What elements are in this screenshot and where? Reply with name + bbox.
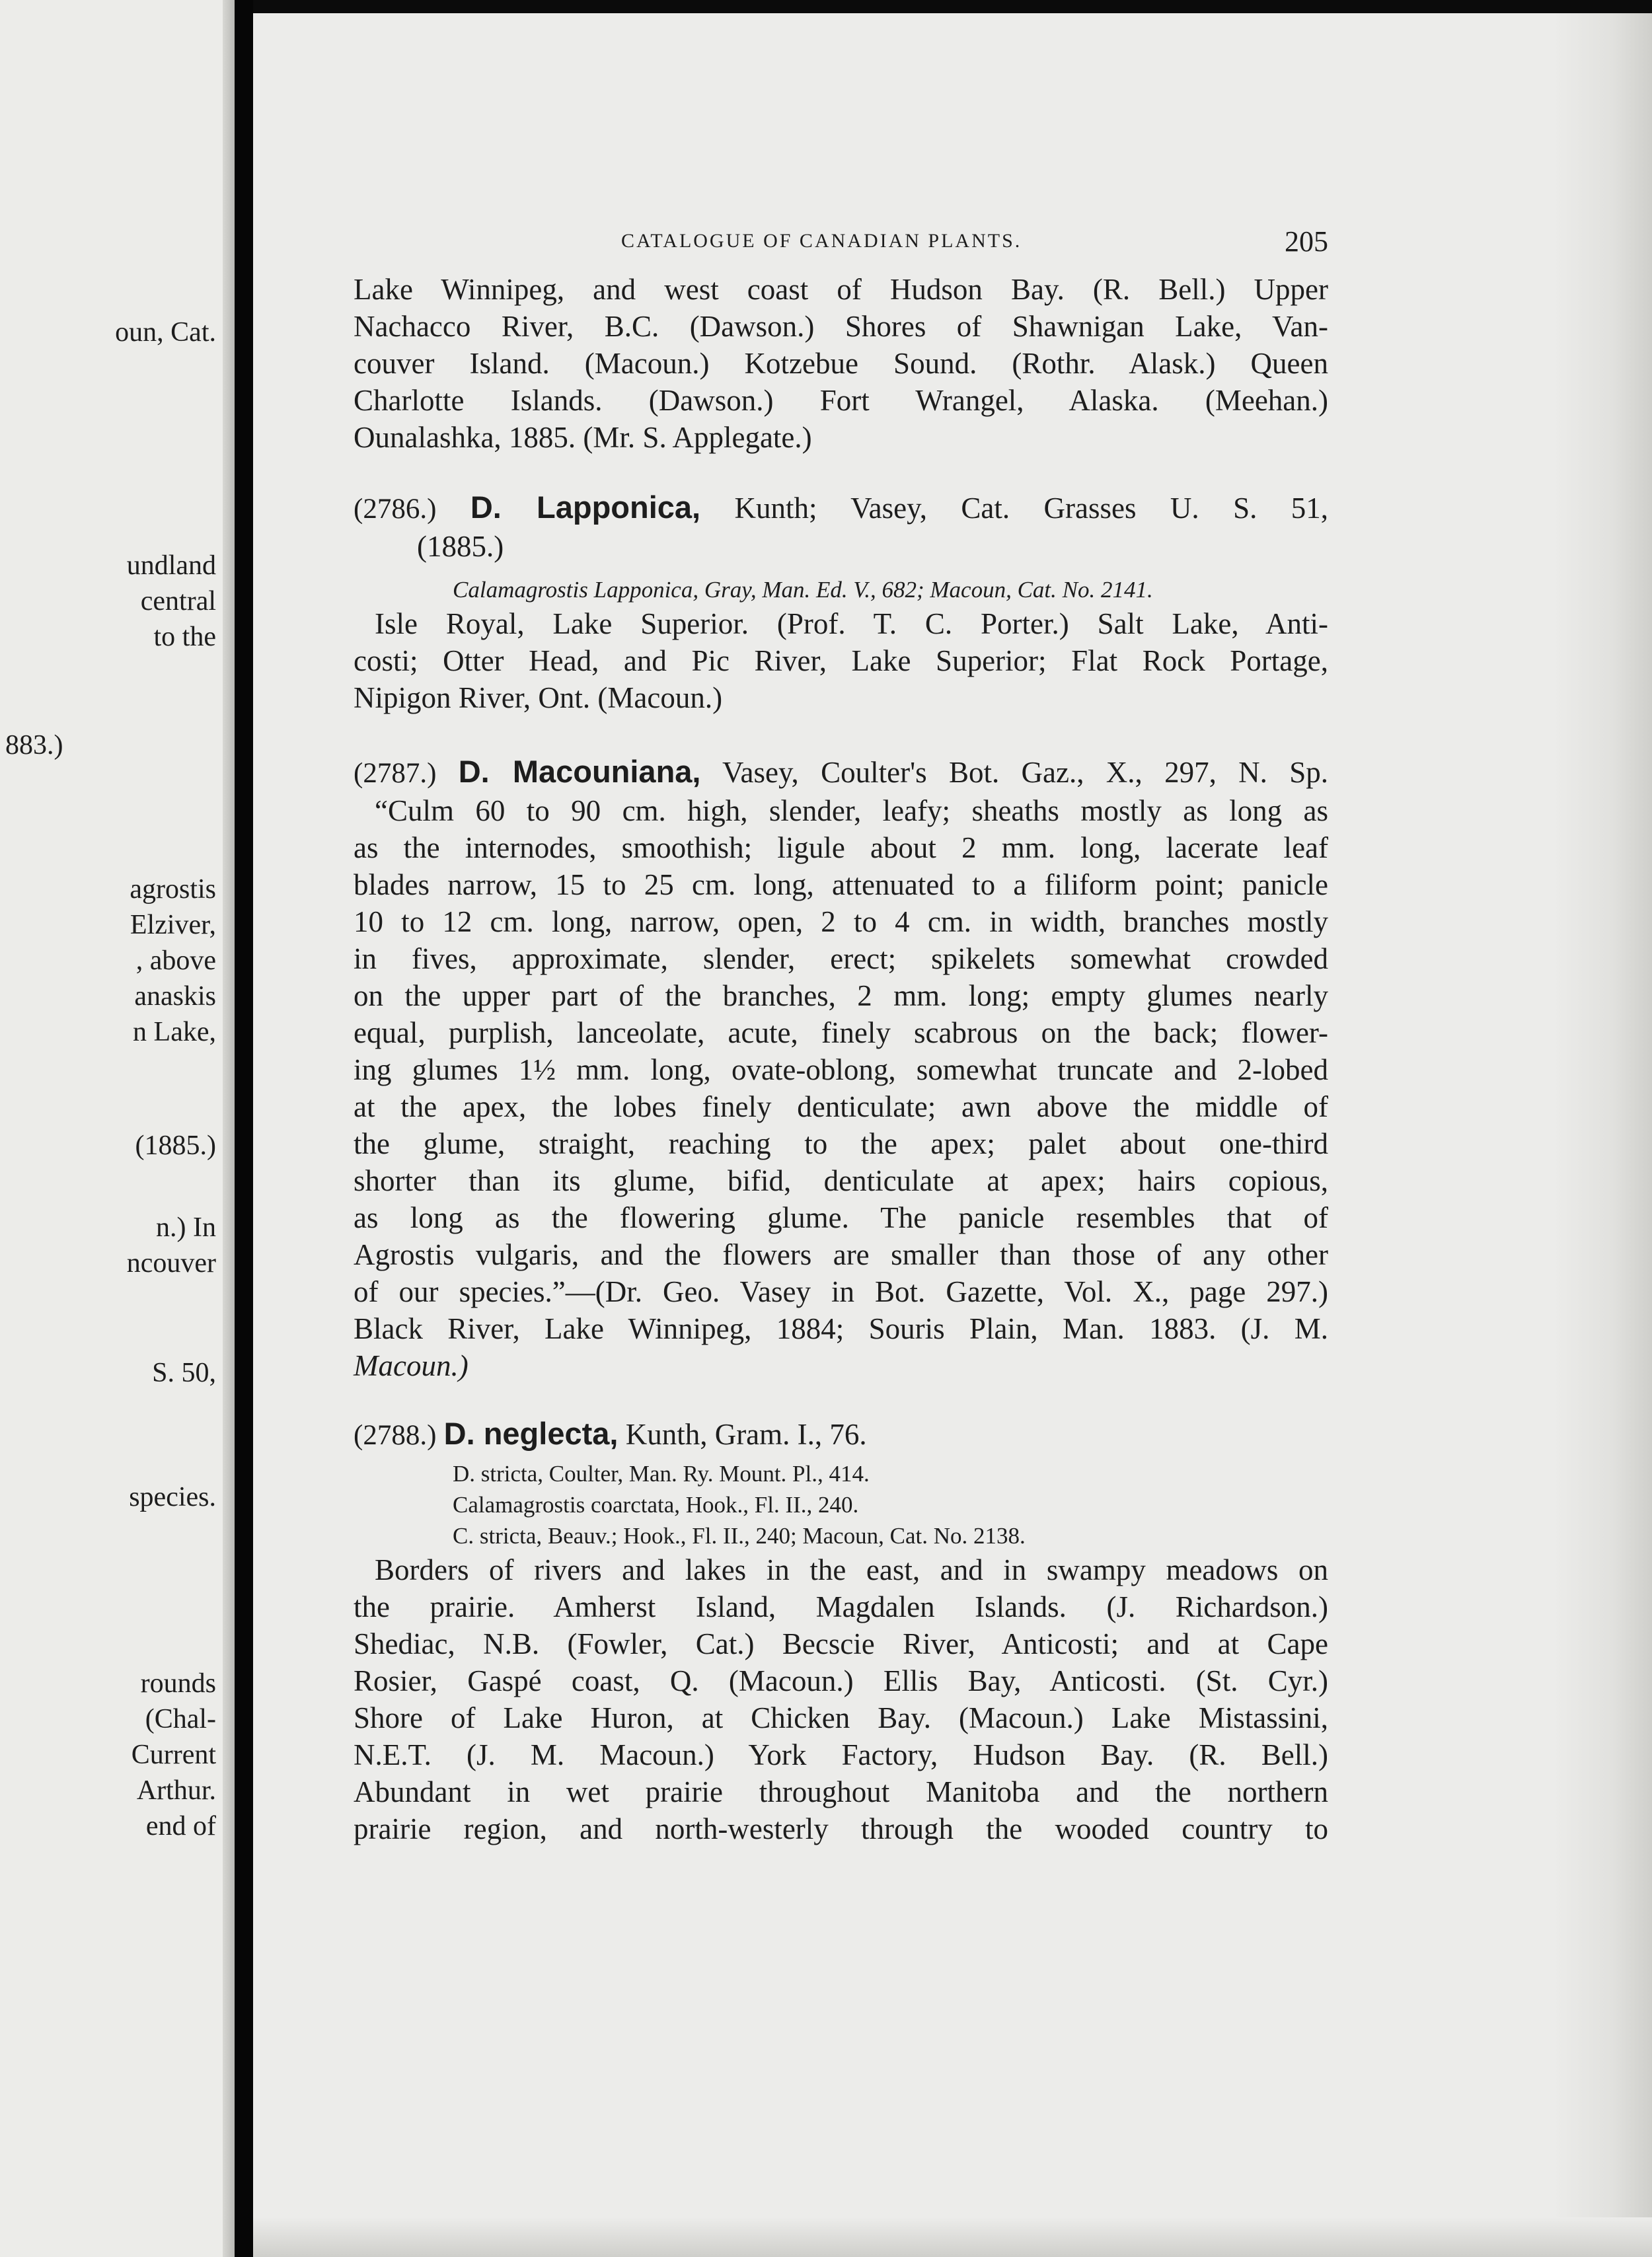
- text-line: Black River, Lake Winnipeg, 1884; Souris Plain, Man. 1883. (J. M.: [354, 1312, 1328, 1345]
- left-page-fragment: , above: [135, 945, 216, 976]
- text-line: as the internodes, smoothish; ligule about 2 mm. long, lacerate leaf: [354, 831, 1328, 864]
- text-line: at the apex, the lobes finely denticulate; awn above the middle of: [354, 1090, 1328, 1123]
- entry-number: (2786.): [354, 494, 437, 525]
- left-page-gutter: [223, 0, 235, 2257]
- text-line: the prairie. Amherst Island, Magdalen Islands. (J. Richardson.): [354, 1590, 1328, 1623]
- page-number: 205: [1285, 225, 1328, 258]
- text-line: N.E.T. (J. M. Macoun.) York Factory, Hudson Bay. (R. Bell.): [354, 1738, 1328, 1771]
- text-line: 10 to 12 cm. long, narrow, open, 2 to 4 cm. in width, branches mostly: [354, 905, 1328, 938]
- text-line: Isle Royal, Lake Superior. (Prof. T. C. Porter.) Salt Lake, Anti-: [375, 607, 1328, 640]
- left-page-fragment: undland: [126, 550, 216, 581]
- left-page-fragment: (1885.): [135, 1130, 216, 1161]
- text-line: Shediac, N.B. (Fowler, Cat.) Becscie River, Anticosti; and at Cape: [354, 1627, 1328, 1660]
- entry-heading: [354, 489, 1328, 528]
- entry-2786: [354, 489, 1328, 716]
- left-page-fragment: central: [140, 586, 216, 616]
- text-line: Agrostis vulgaris, and the flowers are smaller than those of any other: [354, 1238, 1328, 1271]
- text-line: ing glumes 1½ mm. long, ovate-oblong, somewhat truncate and 2-lobed: [354, 1053, 1328, 1086]
- text-line: couver Island. (Macoun.) Kotzebue Sound. (Rothr. Alask.) Queen: [354, 347, 1328, 380]
- text-line: Ounalashka, 1885. (Mr. S. Applegate.): [354, 421, 812, 454]
- text-line: Abundant in wet prairie throughout Manitoba and the northern: [354, 1775, 1328, 1808]
- left-page-fragment: ncouver: [126, 1248, 216, 1278]
- entry-heading: [354, 1415, 1328, 1454]
- left-page-fragment: to the: [153, 622, 216, 652]
- entry-2787: [354, 753, 1328, 1384]
- synonym-line: D. stricta, Coulter, Man. Ry. Mount. Pl., 414.: [453, 1461, 870, 1487]
- text-line: prairie region, and north-westerly through the wooded country to: [354, 1812, 1328, 1845]
- running-head: CATALOGUE OF CANADIAN PLANTS.: [621, 230, 1022, 252]
- species-citation: Vasey, Coulter's Bot. Gaz., X., 297, N. Sp.: [722, 756, 1328, 789]
- text-line: Lake Winnipeg, and west coast of Hudson Bay. (R. Bell.) Upper: [354, 273, 1328, 306]
- left-page-fragment: Elziver,: [130, 910, 216, 940]
- left-page-fragment: n.) In: [156, 1212, 216, 1243]
- entry-2788: [354, 1415, 1328, 1847]
- synonym-line: Calamagrostis Lapponica, Gray, Man. Ed. V., 682; Macoun, Cat. No. 2141.: [453, 577, 1153, 603]
- page-header: [621, 223, 1328, 263]
- left-page-fragment: end of: [145, 1811, 216, 1841]
- left-page-fragment: anaskis: [134, 981, 216, 1012]
- left-page-fragment: species.: [129, 1482, 216, 1512]
- text-line: Nachacco River, B.C. (Dawson.) Shores of Shawnigan Lake, Van-: [354, 310, 1328, 343]
- text-line: Rosier, Gaspé coast, Q. (Macoun.) Ellis Bay, Anticosti. (St. Cyr.): [354, 1664, 1328, 1697]
- species-citation: Kunth; Vasey, Cat. Grasses U. S. 51,: [734, 492, 1329, 525]
- text-line: Nipigon River, Ont. (Macoun.): [354, 681, 723, 714]
- left-page-fragment: n Lake,: [133, 1017, 216, 1047]
- species-name: D. Lapponica,: [470, 490, 701, 525]
- text-line: Macoun.): [354, 1349, 469, 1382]
- left-page-fragment: S. 50,: [152, 1358, 216, 1388]
- entry-heading: [354, 753, 1328, 792]
- left-page-fragment: rounds: [140, 1668, 216, 1699]
- text-line: the glume, straight, reaching to the apex; palet about one-third: [354, 1127, 1328, 1160]
- left-facing-page: [0, 0, 235, 2257]
- species-name: D. Macouniana,: [458, 754, 701, 789]
- text-line: blades narrow, 15 to 25 cm. long, attenuated to a filiform point; panicle: [354, 868, 1328, 901]
- right-page-edge: [1553, 13, 1652, 2257]
- left-page-fragment: agrostis: [130, 874, 216, 905]
- text-line: equal, purplish, lanceolate, acute, finely scabrous on the back; flower-: [354, 1016, 1328, 1049]
- entry-number: (2787.): [354, 758, 437, 789]
- text-line: of our species.”—(Dr. Geo. Vasey in Bot. Gazette, Vol. X., page 297.): [354, 1275, 1328, 1308]
- text-line: shorter than its glume, bifid, denticulate at apex; hairs copious,: [354, 1164, 1328, 1197]
- text-line: Borders of rivers and lakes in the east, and in swampy meadows on: [375, 1553, 1328, 1586]
- text-line: on the upper part of the branches, 2 mm. long; empty glumes nearly: [354, 979, 1328, 1012]
- species-citation-continued: (1885.): [417, 530, 504, 563]
- synonym-line: Calamagrostis coarctata, Hook., Fl. II., 240.: [453, 1492, 859, 1518]
- text-line: “Culm 60 to 90 cm. high, slender, leafy; sheaths mostly as long as: [375, 794, 1328, 827]
- left-page-fragment: (Chal-: [145, 1704, 216, 1734]
- right-page-bottom-edge: [253, 2217, 1652, 2257]
- species-citation: Kunth, Gram. I., 76.: [625, 1418, 867, 1451]
- book-spine-shadow: [235, 0, 253, 2257]
- species-name: D. neglecta,: [443, 1416, 619, 1451]
- text-line: in fives, approximate, slender, erect; spikelets somewhat crowded: [354, 942, 1328, 975]
- left-page-fragment: Current: [131, 1740, 216, 1770]
- left-page-fragment: Arthur.: [136, 1775, 216, 1806]
- entry-number: (2788.): [354, 1420, 437, 1451]
- continuation-paragraph: [354, 271, 1328, 456]
- text-line: as long as the flowering glume. The panicle resembles that of: [354, 1201, 1328, 1234]
- text-line: Charlotte Islands. (Dawson.) Fort Wrangel, Alaska. (Meehan.): [354, 384, 1328, 417]
- text-line: costi; Otter Head, and Pic River, Lake Superior; Flat Rock Portage,: [354, 644, 1328, 677]
- left-page-fragment: oun, Cat.: [115, 317, 216, 348]
- synonym-line: C. stricta, Beauv.; Hook., Fl. II., 240; Macoun, Cat. No. 2138.: [453, 1523, 1026, 1549]
- text-line: Shore of Lake Huron, at Chicken Bay. (Macoun.) Lake Mistassini,: [354, 1701, 1328, 1734]
- left-page-fragment: 883.): [5, 730, 63, 760]
